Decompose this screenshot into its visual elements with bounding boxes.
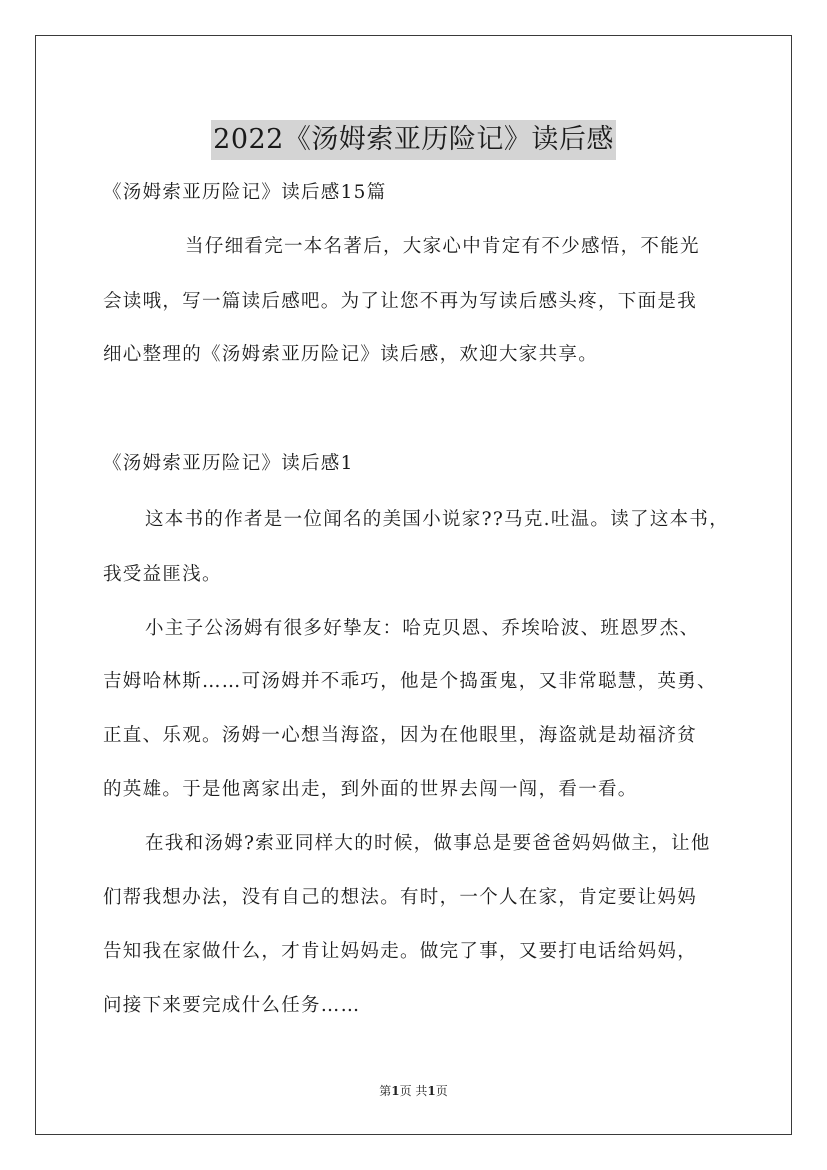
- intro-line-1: 当仔细看完一本名著后，大家心中肯定有不少感悟，不能光: [185, 236, 700, 257]
- paragraph-3-line-2: 们帮我想办法，没有自己的想法。有时，一个人在家，肯定要让妈妈: [103, 887, 698, 908]
- subtitle: 《汤姆索亚历险记》读后感15篇: [103, 182, 387, 203]
- paragraph-2-line-4: 的英雄。于是他离家出走，到外面的世界去闯一闯，看一看。: [103, 779, 638, 800]
- document-title: 2022《汤姆索亚历险记》读后感: [211, 120, 616, 160]
- footer-current-page: 1: [391, 1084, 400, 1098]
- footer-page-suffix: 页: [435, 1084, 448, 1098]
- footer-page-prefix: 第: [379, 1084, 392, 1098]
- section-heading: 《汤姆索亚历险记》读后感1: [103, 453, 354, 474]
- paragraph-3-line-3: 告知我在家做什么，才肯让妈妈走。做完了事，又要打电话给妈妈，: [103, 941, 698, 962]
- intro-line-2: 会读哦，写一篇读后感吧。为了让您不再为写读后感头疼，下面是我: [103, 291, 698, 312]
- intro-line-3: 细心整理的《汤姆索亚历险记》读后感，欢迎大家共享。: [103, 344, 599, 365]
- paragraph-2-line-2: 吉姆哈林斯……可汤姆并不乖巧，他是个捣蛋鬼，又非常聪慧，英勇、: [103, 671, 717, 692]
- footer-page-mid: 页 共: [399, 1084, 428, 1098]
- paragraph-2-line-3: 正直、乐观。汤姆一心想当海盗，因为在他眼里，海盗就是劫福济贫: [103, 725, 698, 746]
- page-footer: [0, 1083, 827, 1099]
- footer-total-pages: 1: [427, 1084, 436, 1098]
- paragraph-2-line-1: 小主子公汤姆有很多好挚友：哈克贝恩、乔埃哈波、班恩罗杰、: [145, 618, 700, 639]
- paragraph-3-line-1: 在我和汤姆?索亚同样大的时候，做事总是要爸爸妈妈做主，让他: [145, 833, 711, 854]
- title-container: [0, 102, 827, 178]
- paragraph-3-line-4: 问接下来要完成什么任务……: [103, 995, 361, 1016]
- paragraph-1-line-2: 我受益匪浅。: [103, 564, 222, 585]
- paragraph-1-line-1: 这本书的作者是一位闻名的美国小说家??马克.吐温。读了这本书，: [145, 509, 730, 530]
